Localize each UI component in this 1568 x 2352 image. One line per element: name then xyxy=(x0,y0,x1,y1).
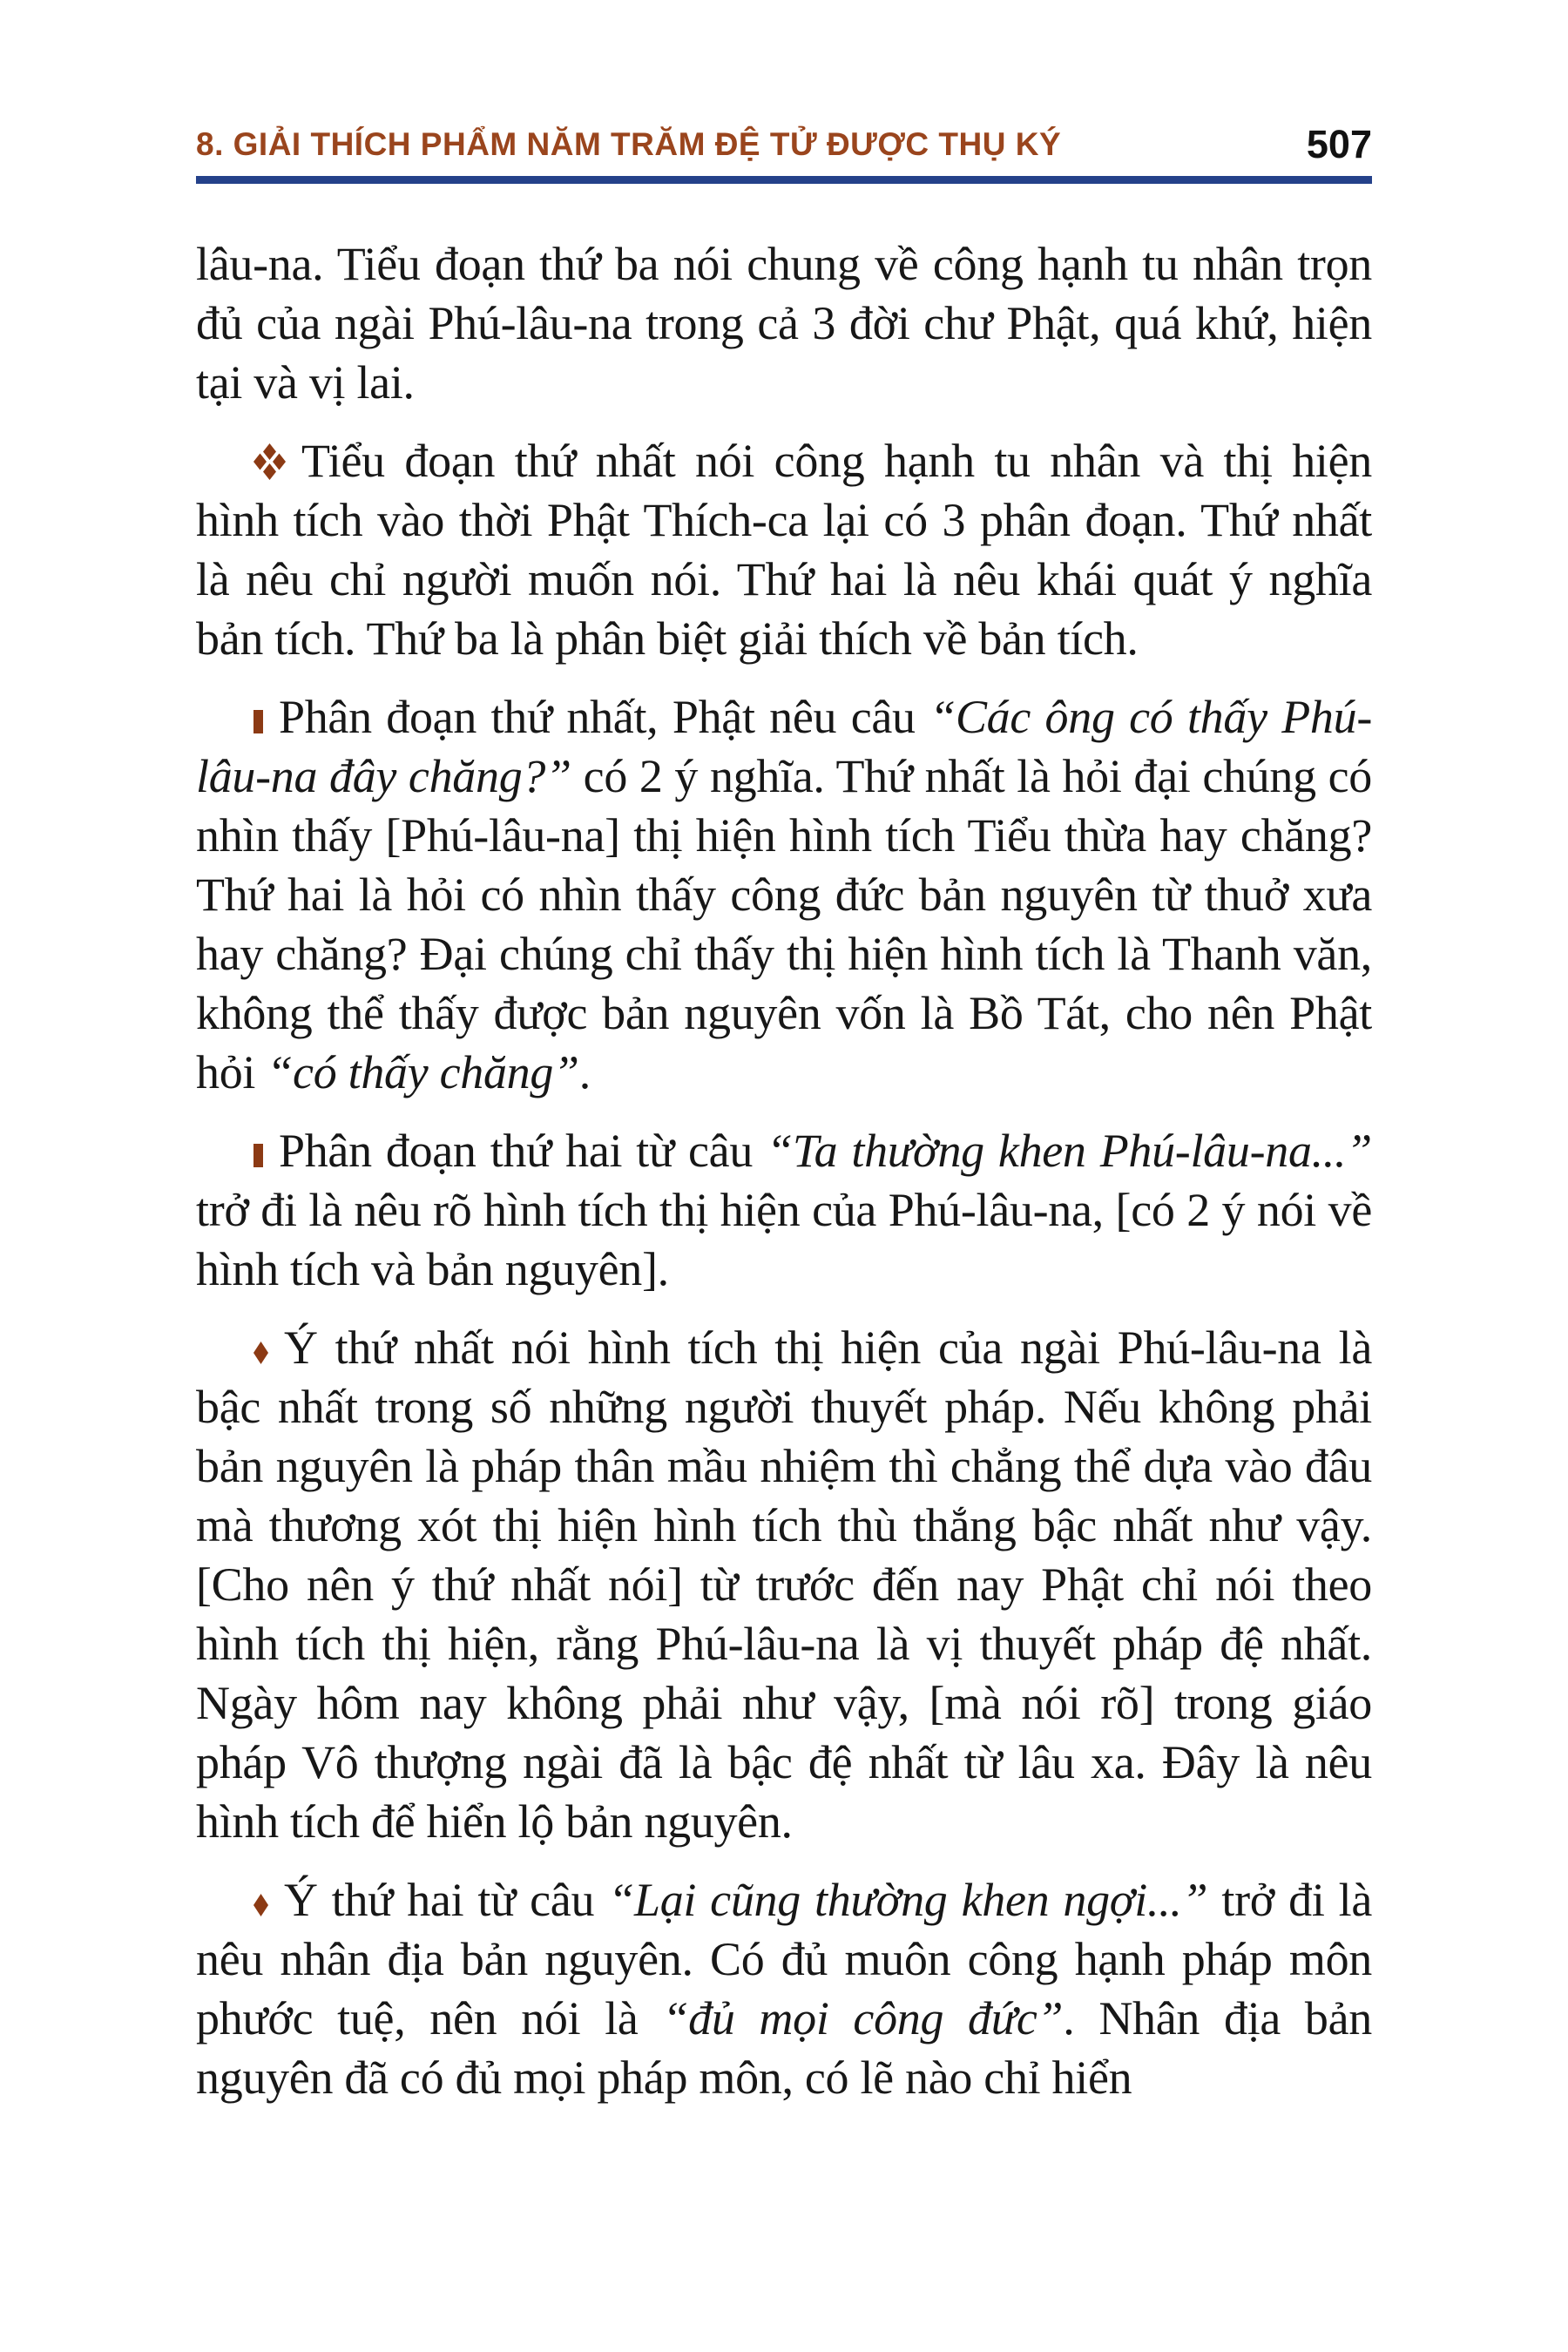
bullet-square-icon xyxy=(253,687,263,747)
page-content xyxy=(196,122,1373,2107)
text-segment: . Nhân địa bản nguyên đã có đủ mọi pháp môn, có lẽ nào chỉ hiển xyxy=(196,1992,1372,2104)
paragraph xyxy=(196,431,1372,668)
paragraph xyxy=(196,1121,1372,1299)
paragraph xyxy=(196,1318,1372,1851)
running-header-title: 8. GIẢI THÍCH PHẨM NĂM TRĂM ĐỆ TỬ ĐƯỢC THỤ KÝ xyxy=(196,126,1062,162)
text-segment: “đủ mọi công đức” xyxy=(662,1992,1064,2044)
text-segment: Phân đoạn thứ hai từ câu xyxy=(279,1125,767,1177)
paragraph xyxy=(196,1870,1372,2107)
bullet-diamond-icon xyxy=(253,1318,268,1377)
page-header xyxy=(196,122,1372,166)
text-segment: “Lại cũng thường khen ngợi...” xyxy=(608,1874,1208,1926)
text-segment: “có thấy chăng” xyxy=(267,1046,579,1098)
text-segment: “Ta thường khen Phú-lâu-na...” xyxy=(767,1125,1372,1177)
page-number: 507 xyxy=(1306,122,1372,166)
text-segment: Tiểu đoạn thứ nhất nói công hạnh tu nhân và thị hiện hình tích vào thời Phật Thích-ca lại có 3 phân đoạn. Thứ nhất là nêu chỉ người muốn nói. Thứ hai là nêu khái quát ý nghĩa bản tích. Thứ ba là phân biệt giải thích về bản tích. xyxy=(196,435,1372,665)
text-segment: lâu-na. Tiểu đoạn thứ ba nói chung về công hạnh tu nhân trọn đủ của ngài Phú-lâu-na trong cả 3 đời chư Phật, quá khứ, hiện tại và vị lai. xyxy=(196,238,1372,409)
text-segment: Phân đoạn thứ nhất, Phật nêu câu xyxy=(279,691,930,743)
text-segment: “Các ông có thấy Phú-lâu-na đây chăng?” xyxy=(196,691,1373,802)
text-segment: Ý thứ hai từ câu xyxy=(284,1874,609,1926)
paragraph xyxy=(196,234,1372,412)
bullet-diamond-icon xyxy=(253,1870,268,1930)
text-segment: có 2 ý nghĩa. Thứ nhất là hỏi đại chúng có nhìn thấy [Phú-lâu-na] thị hiện hình tích Tiểu thừa hay chăng? Thứ hai là hỏi có nhìn thấy công đức bản nguyên từ thuở xưa hay chăng? Đại chúng chỉ thấy thị hiện hình tích là Thanh văn, không thể thấy được bản nguyên vốn là Bồ Tát, cho nên Phật hỏi xyxy=(196,750,1372,1098)
bullet-square-icon xyxy=(253,1121,263,1180)
text-segment: trở đi là nêu rõ hình tích thị hiện của Phú-lâu-na, [có 2 ý nói về hình tích và bản nguyên]. xyxy=(196,1184,1372,1295)
page-body xyxy=(196,234,1372,2107)
text-segment: Ý thứ nhất nói hình tích thị hiện của ngài Phú-lâu-na là bậc nhất trong số những người thuyết pháp. Nếu không phải bản nguyên là pháp thân mầu nhiệm thì chẳng thể dựa vào đâu mà thương xót thị hiện hình tích thù thắng bậc nhất như vậy. [Cho nên ý thứ nhất nói] từ trước đến nay Phật chỉ nói theo hình tích thị hiện, rằng Phú-lâu-na là vị thuyết pháp đệ nhất. Ngày hôm nay không phải như vậy, [mà nói rõ] trong giáo pháp Vô thượng ngài đã là bậc đệ nhất từ lâu xa. Đây là nêu hình tích để hiển lộ bản nguyên. xyxy=(196,1321,1372,1848)
text-segment: trở đi là nêu nhân địa bản nguyên. Có đủ muôn công hạnh pháp môn phước tuệ, nên nói là xyxy=(196,1874,1372,2044)
header-rule-divider xyxy=(196,176,1372,184)
text-segment: . xyxy=(578,1046,591,1098)
bullet-four-diamond-icon xyxy=(253,431,286,490)
paragraph xyxy=(196,687,1372,1102)
